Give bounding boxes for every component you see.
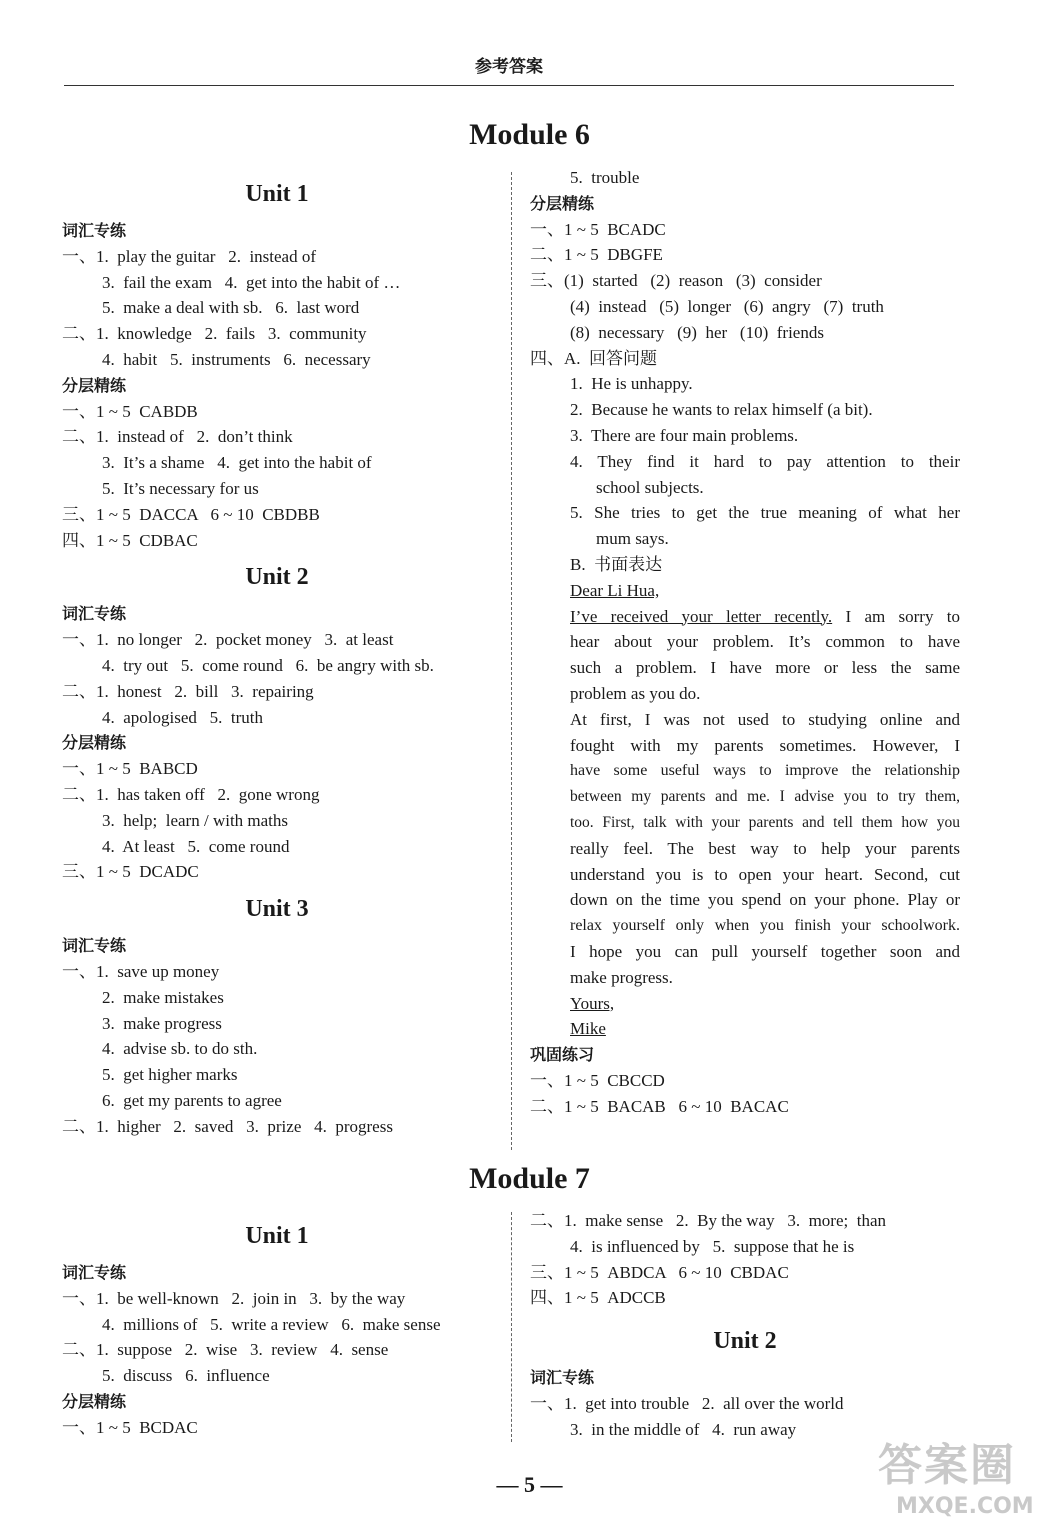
unit-title: Unit 2 (245, 564, 309, 591)
section-heading: 词汇专练 (62, 604, 127, 624)
section-heading: 分层精练 (62, 1391, 127, 1411)
letter-line: really feel. The best way to help your parents (570, 838, 960, 858)
letter-line: At first, I was not used to studying online and (570, 709, 960, 729)
watermark-logo (878, 1438, 1053, 1533)
answer-line: (8) necessary (9) her (10) friends (570, 322, 824, 342)
module-6-title: Module 6 (469, 118, 590, 151)
section-heading: 分层精练 (62, 733, 127, 753)
header-rule (64, 85, 954, 86)
page-header-title: 参考答案 (475, 57, 543, 77)
answer-line: 4. try out 5. come round 6. be angry with sb. (102, 655, 434, 675)
unit-title: Unit 3 (245, 896, 309, 923)
answer-line: 三、(1) started (2) reason (3) consider (530, 271, 822, 291)
answer-line: 四、1 ~ 5 ADCCB (530, 1288, 666, 1308)
answer-line: 一、1 ~ 5 BCDAC (62, 1417, 198, 1437)
letter-line: fought with my parents sometimes. However, I (570, 735, 960, 755)
section-heading: 分层精练 (530, 193, 595, 213)
letter-signature: Mike (570, 1019, 606, 1039)
answer-line: 二、1. higher 2. saved 3. prize 4. progress (62, 1116, 393, 1136)
letter-underlined-sentence: I’ve received your letter recently. (570, 606, 833, 626)
answer-line: (4) instead (5) longer (6) angry (7) truth (570, 296, 884, 316)
answer-line: 二、1. instead of 2. don’t think (62, 427, 293, 447)
answer-line: 3. make progress (102, 1013, 222, 1033)
section-heading: 分层精练 (62, 375, 127, 395)
answer-line: 3. There are four main problems. (570, 425, 799, 445)
letter-closing: Yours, (570, 993, 615, 1013)
answer-line: 4. advise sb. to do sth. (102, 1039, 258, 1059)
answer-line: 4. They find it hard to pay attention to their (570, 451, 960, 471)
section-heading: 词汇专练 (530, 1368, 595, 1388)
answer-line: 6. get my parents to agree (102, 1090, 282, 1110)
letter-text: I am sorry to (845, 606, 960, 626)
answer-line: 5. get higher marks (102, 1065, 238, 1085)
answer-line: 1. He is unhappy. (570, 374, 693, 394)
letter-line (530, 604, 960, 630)
unit-title: Unit 1 (245, 181, 309, 207)
answer-line: 3. help; learn / with maths (102, 810, 289, 830)
answer-line: 一、1 ~ 5 CABDB (62, 401, 198, 421)
answer-line: 5. make a deal with sb. 6. last word (102, 298, 360, 318)
answer-line: 一、1. no longer 2. pocket money 3. at least (62, 630, 394, 650)
module-7-right-column (530, 1208, 960, 1443)
answer-line: 一、1. be well-known 2. join in 3. by the way (62, 1288, 406, 1308)
answer-line: 二、1. make sense 2. By the way 3. more; than (530, 1211, 886, 1230)
module-7-left-column (62, 1212, 492, 1441)
column-divider (511, 172, 512, 1150)
module-6-right-column (530, 165, 960, 1119)
section-heading: 词汇专练 (62, 936, 127, 956)
letter-line: such a problem. I have more or less the same (570, 658, 960, 678)
section-heading: 巩固练习 (530, 1045, 595, 1065)
unit-title: Unit 1 (245, 1223, 309, 1249)
letter-line: I hope you can pull yourself together soon and (570, 941, 960, 961)
answer-line: B. 书面表达 (570, 554, 663, 574)
letter-greeting: Dear Li Hua, (570, 580, 660, 600)
answer-line: 3. It’s a shame 4. get into the habit of (102, 453, 372, 473)
answer-line: 二、1 ~ 5 BACAB 6 ~ 10 BACAC (530, 1096, 789, 1116)
answer-line: 4. is influenced by 5. suppose that he is (570, 1236, 855, 1256)
answer-line: 一、1. save up money (62, 961, 220, 981)
answer-line: 二、1. honest 2. bill 3. repairing (62, 681, 314, 701)
section-heading: 词汇专练 (62, 221, 127, 240)
answer-line: 三、1 ~ 5 DACCA 6 ~ 10 CBDBB (62, 504, 320, 524)
answer-line: 一、1 ~ 5 CBCCD (530, 1070, 665, 1090)
unit-title: Unit 2 (713, 1328, 777, 1355)
watermark-text: 答案圈 (878, 1440, 1016, 1491)
letter-line: have some useful ways to improve the relationship (570, 762, 960, 780)
answer-line: mum says. (596, 529, 669, 549)
page-number: — 5 — (496, 1472, 563, 1497)
watermark-url: MXQE.COM (896, 1494, 1034, 1519)
answer-line: 5. It’s necessary for us (102, 478, 259, 498)
answer-line: 4. habit 5. instruments 6. necessary (102, 349, 371, 369)
module-6-left-column (62, 170, 492, 1140)
answer-line: 一、1. play the guitar 2. instead of (62, 246, 317, 266)
answer-line: 二、1. has taken off 2. gone wrong (62, 784, 320, 804)
answer-line: 5. discuss 6. influence (102, 1366, 270, 1386)
letter-line: between my parents and me. I advise you to try them, (570, 788, 960, 806)
answer-line: school subjects. (596, 477, 704, 497)
letter-line: too. First, talk with your parents and tell them how you (570, 813, 960, 831)
answer-line: 2. make mistakes (102, 987, 224, 1007)
letter-line: down on the time you spend on your phone. Play or (570, 890, 960, 910)
answer-line: 3. fail the exam 4. get into the habit of … (102, 272, 401, 292)
column-divider (511, 1212, 512, 1442)
answer-line: 3. in the middle of 4. run away (570, 1419, 797, 1439)
answer-line: 三、1 ~ 5 DCADC (62, 862, 199, 882)
letter-line: understand you is to open your heart. Second, cut (570, 864, 960, 884)
answer-line: 一、1 ~ 5 BABCD (62, 759, 198, 779)
section-heading: 词汇专练 (62, 1263, 127, 1282)
answer-line: 二、1. knowledge 2. fails 3. community (62, 324, 367, 344)
answer-line: 一、1 ~ 5 BCADC (530, 219, 666, 239)
letter-line: hear about your problem. It’s common to have (570, 632, 960, 652)
letter-line: make progress. (570, 967, 673, 987)
answer-line: 二、1. suppose 2. wise 3. review 4. sense (62, 1340, 389, 1360)
answer-line: 5. trouble (570, 168, 640, 187)
letter-line: relax yourself only when you finish your schoolwork. (570, 917, 960, 935)
answer-line: 四、A. 回答问题 (530, 348, 658, 368)
answer-line: 2. Because he wants to relax himself (a bit). (570, 400, 873, 420)
answer-line: 4. apologised 5. truth (102, 707, 264, 727)
answer-line: 四、1 ~ 5 CDBAC (62, 530, 198, 550)
answer-line: 二、1 ~ 5 DBGFE (530, 245, 663, 265)
answer-line: 5. She tries to get the true meaning of what her (570, 503, 960, 523)
module-7-title: Module 7 (469, 1162, 590, 1195)
answer-line: 4. millions of 5. write a review 6. make sense (102, 1314, 441, 1334)
answer-line: 4. At least 5. come round (102, 836, 290, 856)
answer-line: 三、1 ~ 5 ABDCA 6 ~ 10 CBDAC (530, 1262, 789, 1282)
answer-line: 一、1. get into trouble 2. all over the world (530, 1393, 844, 1413)
letter-line: problem as you do. (570, 683, 701, 703)
